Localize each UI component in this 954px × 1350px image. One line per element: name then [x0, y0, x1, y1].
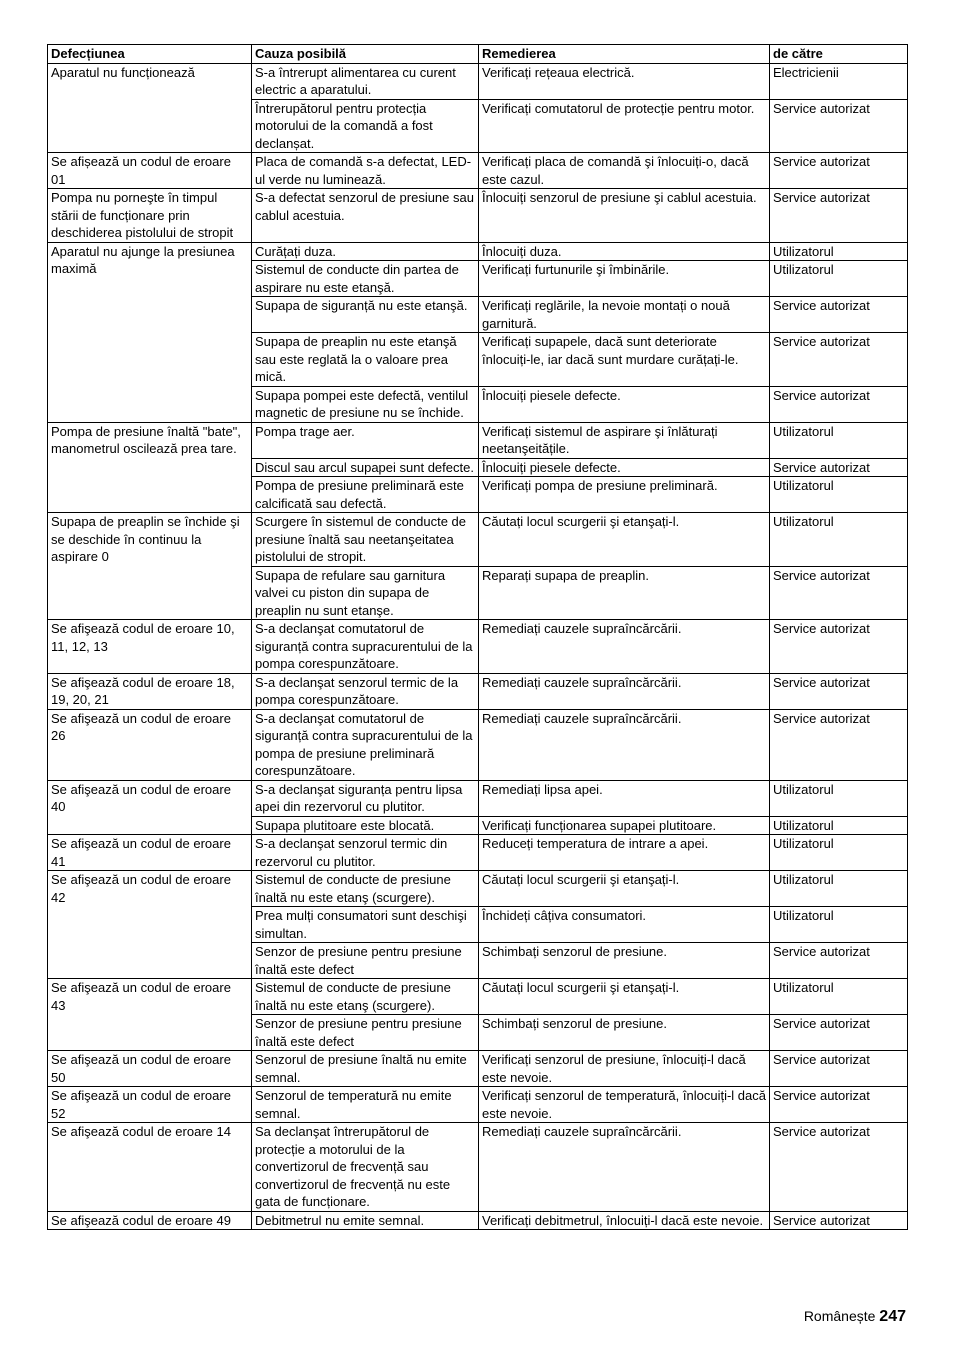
cause-cell: Sistemul de conducte din partea de aspirare nu este etanşă.	[252, 261, 479, 297]
remedy-cell: Verificați sistemul de aspirare şi înlăturați neetanşeitățile.	[479, 422, 770, 458]
remedy-cell: Înlocuiți duza.	[479, 242, 770, 261]
cause-cell: Curățați duza.	[252, 242, 479, 261]
responsible-cell: Utilizatorul	[770, 422, 908, 458]
remedy-cell: Înlocuiți piesele defecte.	[479, 458, 770, 477]
fault-cell: Se afişează un codul de eroare 40	[48, 780, 252, 835]
remedy-cell: Înlocuiți senzorul de presiune şi cablul acestuia.	[479, 189, 770, 243]
responsible-cell: Utilizatorul	[770, 835, 908, 871]
fault-cell: Aparatul nu funcționează	[48, 63, 252, 153]
cause-cell: Pompa trage aer.	[252, 422, 479, 458]
remedy-cell: Verificați senzorul de temperatură, înlocuiți-l dacă este nevoie.	[479, 1087, 770, 1123]
remedy-cell: Remediați cauzele supraîncărcării.	[479, 709, 770, 780]
fault-cell: Se afişează un codul de eroare 50	[48, 1051, 252, 1087]
table-row	[48, 1087, 908, 1123]
table-row	[48, 835, 908, 871]
responsible-cell: Utilizatorul	[770, 979, 908, 1015]
remedy-cell: Verificați reglările, la nevoie montați o nouă garnitură.	[479, 297, 770, 333]
table-row	[48, 63, 908, 99]
responsible-cell: Service autorizat	[770, 1015, 908, 1051]
remedy-cell: Remediați cauzele supraîncărcării.	[479, 673, 770, 709]
table-row	[48, 189, 908, 243]
cause-cell: Întrerupătorul pentru protecția motorului de la comandă a fost declanșat.	[252, 99, 479, 153]
cause-cell: S-a declanşat senzorul termic de la pompa corespunzătoare.	[252, 673, 479, 709]
responsible-cell: Utilizatorul	[770, 907, 908, 943]
fault-cell: Se afişează codul de eroare 49	[48, 1211, 252, 1230]
remedy-cell: Închideți câțiva consumatori.	[479, 907, 770, 943]
remedy-cell: Remediați cauzele supraîncărcării.	[479, 620, 770, 674]
table-header-row	[48, 45, 908, 64]
cause-cell: Supapa plutitoare este blocată.	[252, 816, 479, 835]
responsible-cell: Utilizatorul	[770, 780, 908, 816]
cause-cell: Sa declanşat întrerupătorul de protecție a motorului de la convertizorul de frecvență sau convertizorul de frecvență nu este gata de funcționare.	[252, 1123, 479, 1212]
remedy-cell: Verificați supapele, dacă sunt deteriorate înlocuiți-le, iar dacă sunt murdare curățați-le.	[479, 333, 770, 387]
responsible-cell: Service autorizat	[770, 1087, 908, 1123]
remedy-cell: Verificați rețeaua electrică.	[479, 63, 770, 99]
remedy-cell: Remediați cauzele supraîncărcării.	[479, 1123, 770, 1212]
table-row	[48, 1051, 908, 1087]
cause-cell: Supapa pompei este defectă, ventilul magnetic de presiune nu se închide.	[252, 386, 479, 422]
cause-cell: Placa de comandă s-a defectat, LED-ul verde nu luminează.	[252, 153, 479, 189]
cause-cell: Sistemul de conducte de presiune înaltă nu este etanş (scurgere).	[252, 871, 479, 907]
fault-cell: Pompa de presiune înaltă "bate", manometrul oscilează prea tare.	[48, 422, 252, 513]
responsible-cell: Utilizatorul	[770, 513, 908, 567]
remedy-cell: Căutați locul scurgerii şi etanşați-l.	[479, 979, 770, 1015]
footer-language: Românește	[803, 1308, 876, 1324]
header-by: de către	[770, 45, 908, 64]
header-fault: Defecțiunea	[48, 45, 252, 64]
responsible-cell: Service autorizat	[770, 620, 908, 674]
responsible-cell: Service autorizat	[770, 566, 908, 620]
cause-cell: Scurgere în sistemul de conducte de presiune înaltă sau neetanşeitatea pistolului de stropit.	[252, 513, 479, 567]
cause-cell: Supapa de siguranță nu este etanşă.	[252, 297, 479, 333]
table-row	[48, 422, 908, 458]
fault-cell: Aparatul nu ajunge la presiunea maximă	[48, 242, 252, 422]
responsible-cell: Service autorizat	[770, 153, 908, 189]
table-row	[48, 242, 908, 261]
remedy-cell: Reduceți temperatura de intrare a apei.	[479, 835, 770, 871]
remedy-cell: Remediați lipsa apei.	[479, 780, 770, 816]
table-row	[48, 673, 908, 709]
cause-cell: Prea mulți consumatori sunt deschişi simultan.	[252, 907, 479, 943]
table-row	[48, 871, 908, 907]
responsible-cell: Service autorizat	[770, 1123, 908, 1212]
fault-cell: Se afişează codul de eroare 10, 11, 12, 13	[48, 620, 252, 674]
cause-cell: S-a declanşat siguranța pentru lipsa apei din rezervorul cu plutitor.	[252, 780, 479, 816]
cause-cell: S-a defectat senzorul de presiune sau cablul acestuia.	[252, 189, 479, 243]
remedy-cell: Schimbați senzorul de presiune.	[479, 943, 770, 979]
fault-cell: Supapa de preaplin se închide şi se deschide în continuu la aspirare 0	[48, 513, 252, 620]
header-remedy: Remedierea	[479, 45, 770, 64]
remedy-cell: Verificați pompa de presiune preliminară.	[479, 477, 770, 513]
cause-cell: Senzorul de presiune înaltă nu emite semnal.	[252, 1051, 479, 1087]
page-footer	[804, 1306, 906, 1327]
remedy-cell: Verificați debitmetrul, înlocuiți-l dacă este nevoie.	[479, 1211, 770, 1230]
cause-cell: Debitmetrul nu emite semnal.	[252, 1211, 479, 1230]
responsible-cell: Service autorizat	[770, 189, 908, 243]
table-row	[48, 1211, 908, 1230]
remedy-cell: Verificați placa de comandă şi înlocuiți-o, dacă este cazul.	[479, 153, 770, 189]
remedy-cell: Verificați comutatorul de protecție pentru motor.	[479, 99, 770, 153]
responsible-cell: Service autorizat	[770, 709, 908, 780]
fault-cell: Se afişează codul de eroare 18, 19, 20, 21	[48, 673, 252, 709]
responsible-cell: Service autorizat	[770, 333, 908, 387]
cause-cell: Supapa de preaplin nu este etanşă sau este reglată la o valoare prea mică.	[252, 333, 479, 387]
cause-cell: Pompa de presiune preliminară este calcificată sau defectă.	[252, 477, 479, 513]
responsible-cell: Service autorizat	[770, 673, 908, 709]
page-number: 247	[879, 1308, 906, 1325]
cause-cell: S-a declanşat comutatorul de siguranță contra supracurentului de la pompa de presiune preliminară corespunzătoare.	[252, 709, 479, 780]
fault-cell: Se afişează un codul de eroare 43	[48, 979, 252, 1051]
fault-cell: Se afişează un codul de eroare 41	[48, 835, 252, 871]
responsible-cell: Service autorizat	[770, 458, 908, 477]
fault-cell: Se afişează un codul de eroare 42	[48, 871, 252, 979]
remedy-cell: Căutați locul scurgerii şi etanşați-l.	[479, 513, 770, 567]
header-cause: Cauza posibilă	[252, 45, 479, 64]
fault-cell: Se afişează un codul de eroare 52	[48, 1087, 252, 1123]
responsible-cell: Utilizatorul	[770, 816, 908, 835]
cause-cell: Senzorul de temperatură nu emite semnal.	[252, 1087, 479, 1123]
cause-cell: Senzor de presiune pentru presiune înaltă este defect	[252, 943, 479, 979]
responsible-cell: Service autorizat	[770, 297, 908, 333]
responsible-cell: Service autorizat	[770, 99, 908, 153]
responsible-cell: Utilizatorul	[770, 261, 908, 297]
table-row	[48, 709, 908, 780]
remedy-cell: Înlocuiți piesele defecte.	[479, 386, 770, 422]
responsible-cell: Service autorizat	[770, 1051, 908, 1087]
cause-cell: Supapa de refulare sau garnitura valvei cu piston din supapa de preaplin nu sunt etanşe.	[252, 566, 479, 620]
responsible-cell: Utilizatorul	[770, 871, 908, 907]
troubleshooting-table	[47, 44, 908, 1230]
remedy-cell: Verificați funcționarea supapei plutitoare.	[479, 816, 770, 835]
responsible-cell: Service autorizat	[770, 943, 908, 979]
cause-cell: Senzor de presiune pentru presiune înaltă este defect	[252, 1015, 479, 1051]
table-row	[48, 1123, 908, 1212]
remedy-cell: Verificați furtunurile şi îmbinările.	[479, 261, 770, 297]
fault-cell: Se afișează un codul de eroare 01	[48, 153, 252, 189]
cause-cell: S-a declanşat comutatorul de siguranță contra supracurentului de la pompa corespunzătoare.	[252, 620, 479, 674]
fault-cell: Se afişează un codul de eroare 26	[48, 709, 252, 780]
responsible-cell: Electricienii	[770, 63, 908, 99]
remedy-cell: Schimbați senzorul de presiune.	[479, 1015, 770, 1051]
table-row	[48, 780, 908, 816]
cause-cell: S-a întrerupt alimentarea cu curent electric a aparatului.	[252, 63, 479, 99]
cause-cell: S-a declanşat senzorul termic din rezervorul cu plutitor.	[252, 835, 479, 871]
fault-cell: Se afişează codul de eroare 14	[48, 1123, 252, 1212]
responsible-cell: Utilizatorul	[770, 242, 908, 261]
fault-cell: Pompa nu porneşte în timpul stării de funcționare prin deschiderea pistolului de stropit	[48, 189, 252, 243]
remedy-cell: Căutați locul scurgerii şi etanşați-l.	[479, 871, 770, 907]
responsible-cell: Service autorizat	[770, 386, 908, 422]
remedy-cell: Verificați senzorul de presiune, înlocuiți-l dacă este nevoie.	[479, 1051, 770, 1087]
responsible-cell: Service autorizat	[770, 1211, 908, 1230]
responsible-cell: Utilizatorul	[770, 477, 908, 513]
table-row	[48, 153, 908, 189]
cause-cell: Discul sau arcul supapei sunt defecte.	[252, 458, 479, 477]
table-body	[48, 63, 908, 1230]
remedy-cell: Reparați supapa de preaplin.	[479, 566, 770, 620]
cause-cell: Sistemul de conducte de presiune înaltă nu este etanş (scurgere).	[252, 979, 479, 1015]
table-row	[48, 620, 908, 674]
table-row	[48, 979, 908, 1015]
table-row	[48, 513, 908, 567]
